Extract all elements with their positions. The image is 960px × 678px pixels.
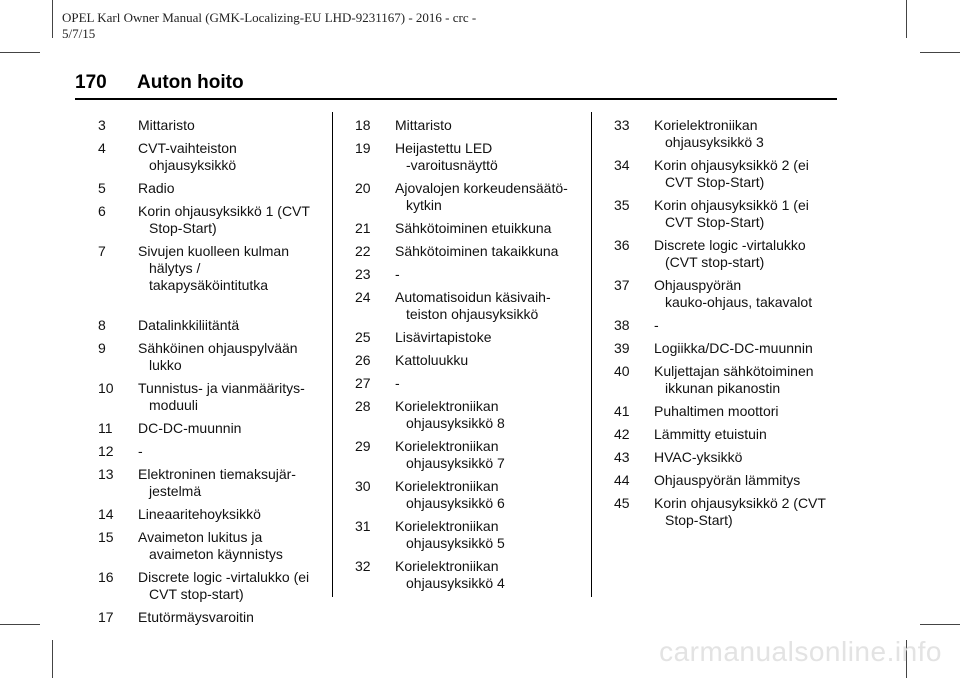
list-item — [355, 478, 587, 512]
item-number: 20 — [355, 180, 371, 196]
item-number: 9 — [98, 340, 106, 356]
list-item — [355, 352, 587, 369]
fuse-list-column-3 — [614, 117, 844, 535]
list-item — [355, 243, 587, 260]
item-line: Sähkötoiminen takaikkuna — [395, 243, 559, 259]
crop-mark — [52, 640, 53, 678]
item-description — [395, 117, 587, 134]
item-number: 24 — [355, 289, 371, 305]
item-line: CVT Stop-Start) — [665, 214, 765, 230]
crop-mark — [52, 0, 53, 38]
page-heading — [75, 72, 244, 94]
section-title: Auton hoito — [137, 72, 244, 93]
list-item — [614, 277, 844, 311]
list-item — [355, 438, 587, 472]
item-description — [138, 609, 323, 626]
watermark: carmanualsonline.info — [659, 636, 942, 667]
item-line: ohjausyksikkö 8 — [406, 415, 505, 431]
item-description — [395, 140, 587, 174]
item-line: Korin ohjausyksikkö 1 (ei — [654, 197, 809, 213]
list-item — [98, 140, 323, 174]
list-item — [614, 472, 844, 489]
item-number: 28 — [355, 398, 371, 414]
list-item — [614, 340, 844, 357]
item-number: 6 — [98, 203, 106, 219]
item-number: 41 — [614, 403, 630, 419]
item-line: Korielektroniikan — [395, 518, 499, 534]
list-item — [98, 340, 323, 374]
item-description — [138, 420, 323, 437]
item-description — [138, 380, 323, 414]
item-number: 3 — [98, 117, 106, 133]
item-number: 13 — [98, 466, 114, 482]
item-line: Sivujen kuolleen kulman — [138, 243, 289, 259]
item-line: Sähköinen ohjauspylvään — [138, 340, 298, 356]
item-number: 22 — [355, 243, 371, 259]
item-number: 30 — [355, 478, 371, 494]
list-item — [98, 117, 323, 134]
item-line: Automatisoidun käsivaih- — [395, 289, 551, 305]
item-description — [138, 506, 323, 523]
item-description — [654, 237, 844, 271]
item-line: Korielektroniikan — [395, 558, 499, 574]
item-line: Etutörmäysvaroitin — [138, 609, 254, 625]
item-line: jestelmä — [149, 483, 202, 499]
item-number: 14 — [98, 506, 114, 522]
item-line: Discrete logic -virtalukko — [654, 237, 806, 253]
item-line: Korielektroniikan — [654, 117, 758, 133]
fuse-list-column-1 — [98, 117, 323, 632]
list-item — [355, 518, 587, 552]
list-item — [98, 380, 323, 414]
page-number: 170 — [75, 72, 107, 93]
item-line: DC-DC-muunnin — [138, 420, 242, 436]
item-description — [654, 317, 844, 334]
item-description — [395, 289, 587, 323]
item-description — [395, 329, 587, 346]
item-number: 45 — [614, 495, 630, 511]
crop-mark — [0, 624, 40, 625]
fuse-list-column-2 — [355, 117, 587, 598]
item-line: Avaimeton lukitus ja — [138, 529, 263, 545]
item-description — [395, 352, 587, 369]
item-line: Logiikka/DC-DC-muunnin — [654, 340, 813, 356]
item-line: Korin ohjausyksikkö 2 (CVT — [654, 495, 826, 511]
item-line: CVT-vaihteiston — [138, 140, 237, 156]
item-line: Heijastettu LED — [395, 140, 493, 156]
column-divider — [332, 112, 333, 597]
list-item — [614, 449, 844, 466]
item-description — [654, 117, 844, 151]
list-item — [355, 266, 587, 283]
item-line: Radio — [138, 180, 175, 196]
list-item — [355, 375, 587, 392]
item-line: ikkunan pikanostin — [665, 380, 781, 396]
list-item — [614, 197, 844, 231]
item-description — [654, 197, 844, 231]
list-item — [614, 426, 844, 443]
item-line: Stop-Start) — [149, 220, 217, 236]
item-line: Kuljettajan sähkötoiminen — [654, 363, 814, 379]
item-number: 10 — [98, 380, 114, 396]
document-meta-header — [62, 10, 476, 42]
item-number: 34 — [614, 157, 630, 173]
item-line: - — [395, 375, 400, 391]
item-number: 18 — [355, 117, 371, 133]
item-line: Korielektroniikan — [395, 438, 499, 454]
item-line: Sähkötoiminen etuikkuna — [395, 220, 552, 236]
list-item — [98, 569, 323, 603]
item-line: ohjausyksikkö 5 — [406, 535, 505, 551]
item-description — [395, 478, 587, 512]
list-item — [355, 140, 587, 174]
item-number: 35 — [614, 197, 630, 213]
item-line: Lisävirtapistoke — [395, 329, 492, 345]
item-description — [654, 363, 844, 397]
item-number: 15 — [98, 529, 114, 545]
crop-mark — [0, 52, 40, 53]
heading-rule — [75, 98, 837, 100]
crop-mark — [906, 0, 907, 38]
item-line: ohjausyksikkö 3 — [665, 134, 764, 150]
list-item — [355, 329, 587, 346]
item-description — [395, 438, 587, 472]
item-line: Puhaltimen moottori — [654, 403, 779, 419]
item-number: 5 — [98, 180, 106, 196]
item-number: 36 — [614, 237, 630, 253]
item-line: ohjausyksikkö 7 — [406, 455, 505, 471]
list-item — [355, 180, 587, 214]
item-line: HVAC-yksikkö — [654, 449, 743, 465]
crop-mark — [920, 52, 960, 53]
item-description — [654, 277, 844, 311]
item-line: Discrete logic -virtalukko (ei — [138, 569, 310, 585]
item-line: lukko — [149, 357, 182, 373]
item-description — [138, 529, 323, 563]
item-description — [138, 317, 323, 334]
item-line: - — [395, 266, 400, 282]
item-description — [654, 157, 844, 191]
item-line: Lineaaritehoyksikkö — [138, 506, 261, 522]
item-number: 31 — [355, 518, 371, 534]
item-number: 26 — [355, 352, 371, 368]
item-number: 32 — [355, 558, 371, 574]
item-line: -varoitusnäyttö — [406, 157, 498, 173]
item-number: 16 — [98, 569, 114, 585]
list-item — [355, 289, 587, 323]
item-description — [138, 466, 323, 500]
item-number: 12 — [98, 443, 114, 459]
item-description — [138, 243, 323, 294]
list-item — [98, 529, 323, 563]
item-description — [395, 220, 587, 237]
item-line: Mittaristo — [138, 117, 195, 133]
list-item — [98, 609, 323, 626]
item-description — [138, 569, 323, 603]
item-line: teiston ohjausyksikkö — [406, 306, 539, 322]
item-description — [395, 558, 587, 592]
item-line: - — [654, 317, 659, 333]
item-number: 40 — [614, 363, 630, 379]
list-item — [614, 363, 844, 397]
item-description — [654, 403, 844, 420]
meta-line-2: 5/7/15 — [62, 26, 96, 41]
list-item — [614, 495, 844, 529]
list-item — [98, 317, 323, 334]
item-number: 38 — [614, 317, 630, 333]
item-number: 44 — [614, 472, 630, 488]
item-description — [395, 266, 587, 283]
list-item — [98, 180, 323, 197]
list-item — [614, 237, 844, 271]
list-item — [98, 443, 323, 460]
item-line: Ohjauspyörän — [654, 277, 742, 293]
list-item — [355, 398, 587, 432]
item-line: ohjausyksikkö 4 — [406, 575, 505, 591]
item-line: moduuli — [149, 397, 199, 413]
list-item — [355, 220, 587, 237]
item-number: 19 — [355, 140, 371, 156]
list-item — [355, 558, 587, 592]
item-line: avaimeton käynnistys — [149, 546, 283, 562]
list-item — [355, 117, 587, 134]
item-line: Korin ohjausyksikkö 2 (ei — [654, 157, 809, 173]
item-description — [138, 117, 323, 134]
item-description — [654, 495, 844, 529]
item-description — [138, 180, 323, 197]
list-item — [614, 117, 844, 151]
list-item — [98, 420, 323, 437]
item-line: Mittaristo — [395, 117, 452, 133]
item-line: Korin ohjausyksikkö 1 (CVT — [138, 203, 310, 219]
item-number: 21 — [355, 220, 371, 236]
item-line: Elektroninen tiemaksujär- — [138, 466, 296, 482]
item-line: Korielektroniikan — [395, 478, 499, 494]
item-line: Datalinkkiliitäntä — [138, 317, 240, 333]
item-description — [395, 180, 587, 214]
item-line: kytkin — [406, 197, 442, 213]
item-number: 17 — [98, 609, 114, 625]
item-line: hälytys / takapysäköintitutka — [149, 260, 269, 293]
item-number: 42 — [614, 426, 630, 442]
item-description — [395, 518, 587, 552]
item-description — [395, 375, 587, 392]
item-line: Lämmitty etuistuin — [654, 426, 767, 442]
meta-line-1: OPEL Karl Owner Manual (GMK-Localizing-EU LHD-9231167) - 2016 - crc - — [62, 10, 477, 25]
item-description — [395, 243, 587, 260]
item-description — [395, 398, 587, 432]
item-number: 39 — [614, 340, 630, 356]
list-item — [614, 157, 844, 191]
item-line: Ajovalojen korkeudensäätö- — [395, 180, 568, 196]
list-item — [98, 466, 323, 500]
item-number: 33 — [614, 117, 630, 133]
item-number: 25 — [355, 329, 371, 345]
item-line: Korielektroniikan — [395, 398, 499, 414]
item-description — [138, 340, 323, 374]
item-line: Stop-Start) — [665, 512, 733, 528]
item-number: 8 — [98, 317, 106, 333]
item-line: Tunnistus- ja vianmääritys- — [138, 380, 305, 396]
item-description — [138, 140, 323, 174]
item-line: - — [138, 443, 143, 459]
item-description — [654, 472, 844, 489]
item-description — [138, 443, 323, 460]
list-item — [614, 317, 844, 334]
item-description — [654, 426, 844, 443]
item-number: 29 — [355, 438, 371, 454]
item-line: ohjausyksikkö 6 — [406, 495, 505, 511]
list-item — [98, 243, 323, 294]
item-description — [654, 340, 844, 357]
item-line: CVT Stop-Start) — [665, 174, 765, 190]
list-item — [614, 403, 844, 420]
item-line: Kattoluukku — [395, 352, 469, 368]
item-number: 27 — [355, 375, 371, 391]
item-number: 37 — [614, 277, 630, 293]
column-divider — [591, 112, 592, 597]
item-number: 23 — [355, 266, 371, 282]
item-line: CVT stop-start) — [149, 586, 244, 602]
list-item — [98, 506, 323, 523]
item-number: 4 — [98, 140, 106, 156]
item-line: (CVT stop-start) — [665, 254, 765, 270]
item-line: kauko-ohjaus, takavalot — [665, 294, 813, 310]
item-description — [138, 203, 323, 237]
item-line: ohjausyksikkö — [149, 157, 237, 173]
list-item — [98, 203, 323, 237]
item-number: 43 — [614, 449, 630, 465]
item-description — [654, 449, 844, 466]
crop-mark — [920, 624, 960, 625]
item-line: Ohjauspyörän lämmitys — [654, 472, 801, 488]
item-number: 7 — [98, 243, 106, 259]
item-number: 11 — [98, 420, 113, 436]
